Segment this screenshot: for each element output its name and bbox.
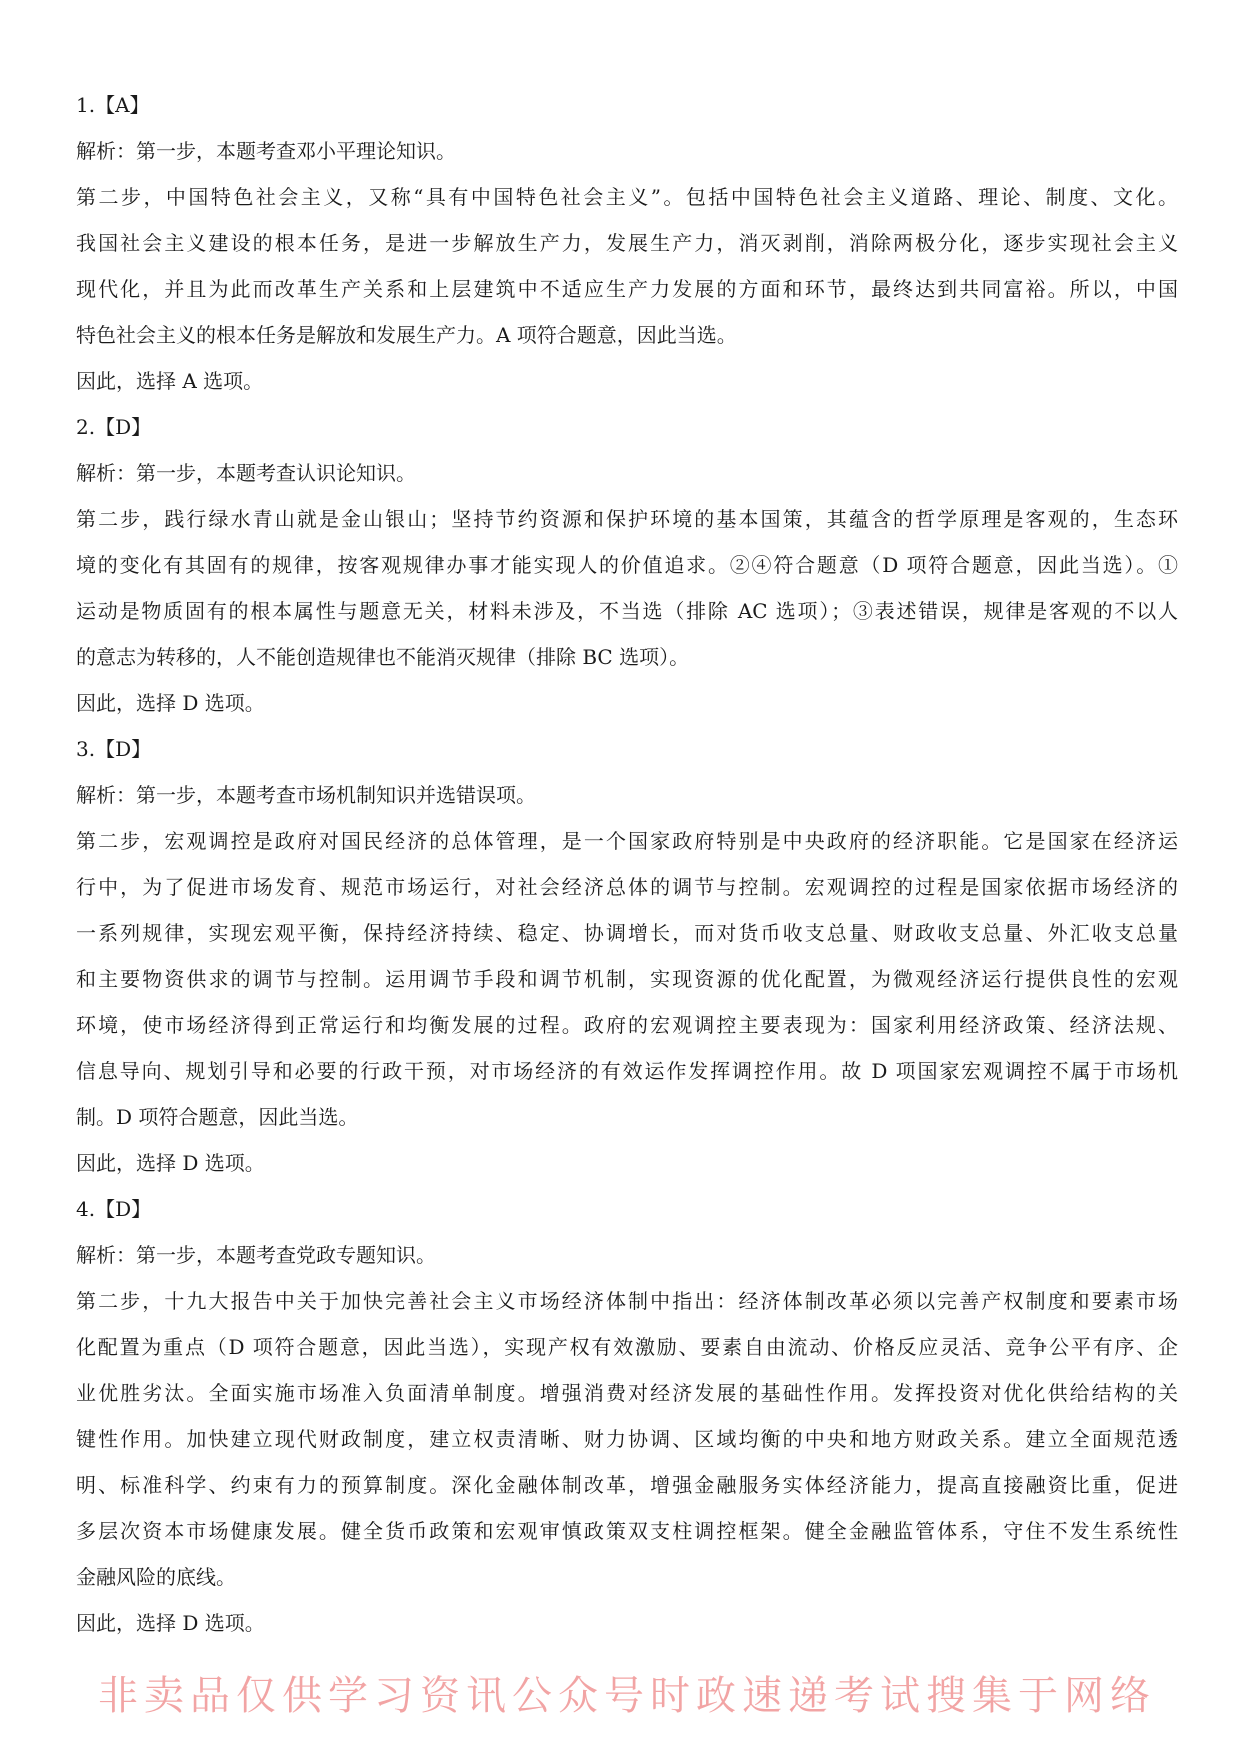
question-answer-heading: 3.【D】 xyxy=(76,737,152,761)
question-answer-heading: 1.【A】 xyxy=(76,93,150,117)
body-line: 第二步，十九大报告中关于加快完善社会主义市场经济体制中指出：经济体制改革必须以完善产权制度和要素市场 xyxy=(76,1289,1178,1313)
body-line: 运动是物质固有的根本属性与题意无关，材料未涉及，不当选（排除 AC 选项）；③表述错误，规律是客观的不以人 xyxy=(76,599,1178,623)
body-line: 特色社会主义的根本任务是解放和发展生产力。A 项符合题意，因此当选。 xyxy=(76,323,737,347)
body-line: 第二步，践行绿水青山就是金山银山；坚持节约资源和保护环境的基本国策，其蕴含的哲学原理是客观的，生态环 xyxy=(76,507,1178,531)
body-line: 键性作用。加快建立现代财政制度，建立权责清晰、财力协调、区域均衡的中央和地方财政关系。建立全面规范透 xyxy=(76,1427,1178,1451)
body-line: 和主要物资供求的调节与控制。运用调节手段和调节机制，实现资源的优化配置，为微观经济运行提供良性的宏观 xyxy=(76,967,1178,991)
answer-explanations xyxy=(76,82,1178,1646)
body-line: 现代化，并且为此而改革生产关系和上层建筑中不适应生产力发展的方面和环节，最终达到共同富裕。所以，中国 xyxy=(76,277,1178,301)
body-line: 化配置为重点（D 项符合题意，因此当选），实现产权有效激励、要素自由流动、价格反应灵活、竞争公平有序、企 xyxy=(76,1335,1178,1359)
body-line: 信息导向、规划引导和必要的行政干预，对市场经济的有效运作发挥调控作用。故 D 项国家宏观调控不属于市场机 xyxy=(76,1059,1178,1083)
body-line: 行中，为了促进市场发育、规范市场运行，对社会经济总体的调节与控制。宏观调控的过程是国家依据市场经济的 xyxy=(76,875,1178,899)
analysis-step-one: 解析：第一步，本题考查党政专题知识。 xyxy=(76,1243,436,1267)
conclusion-line: 因此，选择 D 选项。 xyxy=(76,1151,265,1175)
body-line: 第二步，中国特色社会主义，又称“具有中国特色社会主义”。包括中国特色社会主义道路、理论、制度、文化。 xyxy=(76,185,1178,209)
body-line: 第二步，宏观调控是政府对国民经济的总体管理，是一个国家政府特别是中央政府的经济职能。它是国家在经济运 xyxy=(76,829,1178,853)
question-answer-heading: 4.【D】 xyxy=(76,1197,152,1221)
question-answer-heading: 2.【D】 xyxy=(76,415,152,439)
conclusion-line: 因此，选择 A 选项。 xyxy=(76,369,264,393)
body-line: 一系列规律，实现宏观平衡，保持经济持续、稳定、协调增长，而对货币收支总量、财政收支总量、外汇收支总量 xyxy=(76,921,1178,945)
body-line: 金融风险的底线。 xyxy=(76,1565,236,1589)
body-line: 境的变化有其固有的规律，按客观规律办事才能实现人的价值追求。②④符合题意（D 项符合题意，因此当选）。① xyxy=(76,553,1178,577)
body-line: 我国社会主义建设的根本任务，是进一步解放生产力，发展生产力，消灭剥削，消除两极分化，逐步实现社会主义 xyxy=(76,231,1178,255)
body-line: 多层次资本市场健康发展。健全货币政策和宏观审慎政策双支柱调控框架。健全金融监管体系，守住不发生系统性 xyxy=(76,1519,1178,1543)
body-line: 业优胜劣汰。全面实施市场准入负面清单制度。增强消费对经济发展的基础性作用。发挥投资对优化供给结构的关 xyxy=(76,1381,1178,1405)
body-line: 明、标准科学、约束有力的预算制度。深化金融体制改革，增强金融服务实体经济能力，提高直接融资比重，促进 xyxy=(76,1473,1178,1497)
watermark: 非卖品仅供学习资讯公众号时政速递考试搜集于网络 xyxy=(98,1673,1156,1719)
analysis-step-one: 解析：第一步，本题考查市场机制知识并选错误项。 xyxy=(76,783,536,807)
conclusion-line: 因此，选择 D 选项。 xyxy=(76,1611,265,1635)
body-line: 制。D 项符合题意，因此当选。 xyxy=(76,1105,359,1129)
body-line: 环境，使市场经济得到正常运行和均衡发展的过程。政府的宏观调控主要表现为：国家利用经济政策、经济法规、 xyxy=(76,1013,1178,1037)
body-line: 的意志为转移的，人不能创造规律也不能消灭规律（排除 BC 选项）。 xyxy=(76,645,690,669)
analysis-step-one: 解析：第一步，本题考查邓小平理论知识。 xyxy=(76,139,456,163)
conclusion-line: 因此，选择 D 选项。 xyxy=(76,691,265,715)
analysis-step-one: 解析：第一步，本题考查认识论知识。 xyxy=(76,461,416,485)
